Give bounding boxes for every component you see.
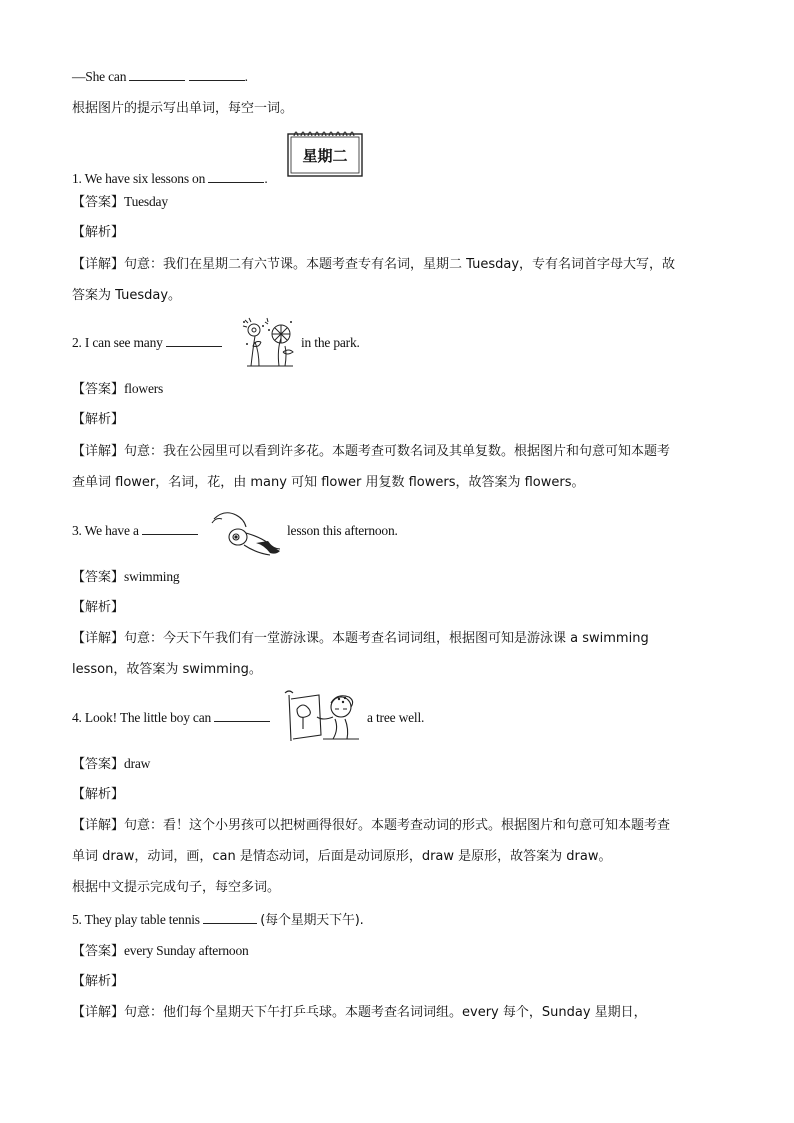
detail-line: 【详解】句意：今天下午我们有一堂游泳课。本题考查名词词组，根据图可知是游泳课 a swimming <box>72 631 649 646</box>
answer-text: Tuesday <box>124 194 168 209</box>
analysis-label-2: 【解析】 <box>72 412 125 427</box>
answer-line-4: 【答案】draw <box>72 756 151 772</box>
answer-blank <box>189 68 245 81</box>
calendar-text: 星期二 <box>302 147 348 165</box>
detail-line: 答案为 Tuesday。 <box>72 288 182 303</box>
answer-text: every Sunday afternoon <box>124 943 249 958</box>
answer-blank <box>214 709 270 722</box>
answer-blank <box>208 170 264 183</box>
answer-line-2: 【答案】flowers <box>72 381 164 397</box>
swimmer-image <box>208 505 282 557</box>
question-3: 3. We have a <box>72 522 198 540</box>
answer-line-5: 【答案】every Sunday afternoon <box>72 943 249 959</box>
question-3-suffix: lesson this afternoon. <box>287 523 398 538</box>
answer-line-3: 【答案】swimming <box>72 569 180 585</box>
detail-line: 【详解】句意：他们每个星期天下午打乒乓球。本题考查名词词组。every 每个，Sunday 星期日， <box>72 1005 647 1020</box>
analysis-label-1: 【解析】 <box>72 225 125 240</box>
question-2-suffix: in the park. <box>301 335 360 350</box>
question-5: 5. They play table tennis (每个星期天下午). <box>72 912 364 928</box>
detail-line: 查单词 flower，名词，花，由 many 可知 flower 用复数 flowers，故答案为 flowers。 <box>72 475 585 490</box>
instruction-chinese-hints: 根据中文提示完成句子，每空多词。 <box>72 880 281 895</box>
answer-text: swimming <box>124 569 180 584</box>
question-4: 4. Look! The little boy can <box>72 709 270 727</box>
answer-text: draw <box>124 756 151 771</box>
question-1: 1. We have six lessons on . <box>72 171 268 186</box>
analysis-label-5: 【解析】 <box>72 974 125 989</box>
answer-line-1: 【答案】Tuesday <box>72 194 168 210</box>
flowers-image <box>239 316 297 368</box>
detail-line: 【详解】句意：看！这个小男孩可以把树画得很好。本题考查动词的形式。根据图片和句意可知本题考查 <box>72 818 671 833</box>
calendar-tuesday-image <box>286 126 364 178</box>
analysis-label-3: 【解析】 <box>72 600 125 615</box>
detail-line: lesson，故答案为 swimming。 <box>72 662 262 677</box>
analysis-label-4: 【解析】 <box>72 787 125 802</box>
instruction-picture-words: 根据图片的提示写出单词，每空一词。 <box>72 101 294 116</box>
answer-blank <box>129 68 185 81</box>
detail-line: 【详解】句意：我们在星期二有六节课。本题考查专有名词，星期二 Tuesday，专有名词首字母大写，故 <box>72 257 676 272</box>
detail-line: 单词 draw，动词，画，can 是情态动词，后面是动词原形，draw 是原形，故答案为 draw。 <box>72 849 612 864</box>
question-2: 2. I can see many <box>72 334 222 352</box>
she-can-line: —She can . <box>72 69 248 84</box>
boy-drawing-image <box>283 687 363 743</box>
answer-blank <box>203 911 257 924</box>
question-4-suffix: a tree well. <box>367 710 425 725</box>
answer-blank <box>166 334 222 347</box>
detail-line: 【详解】句意：我在公园里可以看到许多花。本题考查可数名词及其单复数。根据图片和句意可知本题考 <box>72 444 671 459</box>
answer-text: flowers <box>124 381 164 396</box>
answer-blank <box>142 522 198 535</box>
